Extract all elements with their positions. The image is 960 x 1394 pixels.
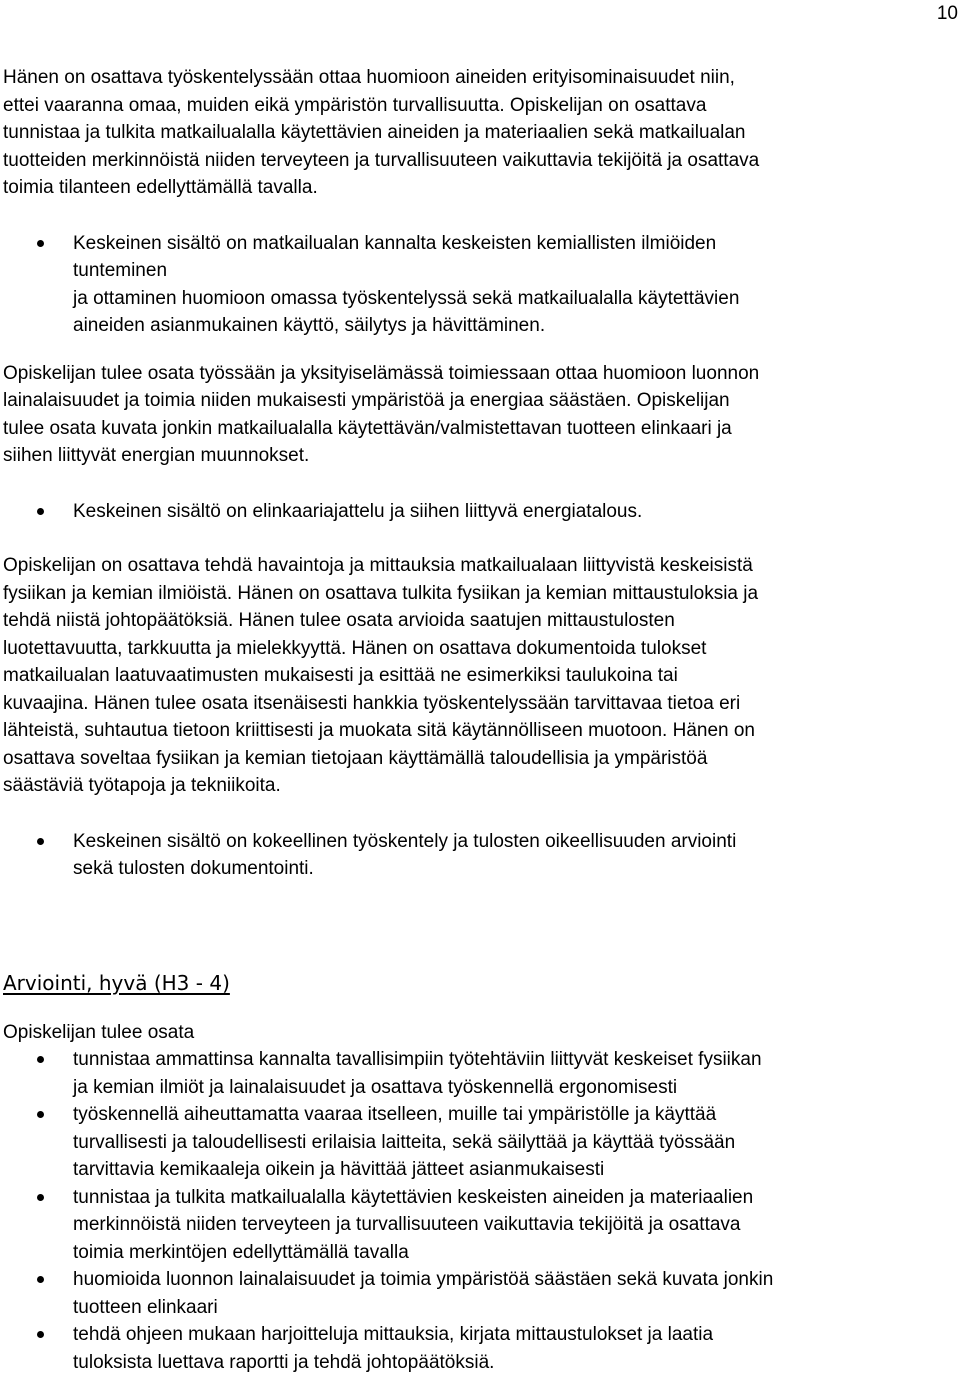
section-intro: Opiskelijan tulee osata (3, 1021, 195, 1043)
key-content-list-2 (3, 498, 958, 526)
list-item: Keskeinen sisältö on kokeellinen työskentely ja tulosten oikeellisuuden arviointi sekä tulosten dokumentointi. (3, 828, 958, 883)
bullet-icon (37, 508, 44, 515)
bullet-icon (37, 1276, 44, 1283)
paragraph-handling-substances: Hänen on osattava työskentelyssään ottaa huomioon aineiden erityisominaisuudet niin, ettei vaaranna omaa, muiden eikä ympäristön turvallisuutta. Opiskelijan on osattava tunnistaa ja tulkita matkailualalla käytettävien aineiden ja materiaalien sekä matkailualan tuotteiden merkinnöistä niiden terveyteen ja turvallisuuteen vaikuttavia tekijöitä ja osattava toimia tilanteen edellyttämällä tavalla. (3, 67, 760, 198)
list-item: Keskeinen sisältö on elinkaariajattelu ja siihen liittyvä energiatalous. (3, 498, 958, 526)
criteria-list (3, 1046, 958, 1376)
bullet-icon (37, 1056, 44, 1063)
bullet-icon (37, 1194, 44, 1201)
list-item: Keskeinen sisältö on matkailualan kannalta keskeisten kemiallisten ilmiöiden tunteminen ja ottaminen huomioon omassa työskentelyssä sekä matkailualalla käytettävien aineiden asianmukainen käyttö, säilytys ja hävittäminen. (3, 230, 958, 340)
paragraph-nature-energy: Opiskelijan tulee osata työssään ja yksityiselämässä toimiessaan ottaa huomioon luonnon lainalaisuudet ja toimia niiden mukaisesti ympäristöä ja energiaa säästäen. Opiskelijan tulee osata kuvata jonkin matkailualalla käytettävän/valmistettavan tuotteen elinkaari ja siihen liittyvät energian muunnokset. (3, 362, 760, 466)
bullet-icon (37, 838, 44, 845)
page-number: 10 (936, 3, 958, 24)
paragraph-measurements: Opiskelijan on osattava tehdä havaintoja ja mittauksia matkailualaan liittyvistä keskeisistä fysiikan ja kemian ilmiöistä. Hänen on osattava tulkita fysiikan ja kemian mittaustuloksia ja tehdä niistä johtopäätöksiä. Hänen tulee osata arvioida saatujen mittaustulosten luotettavuutta, tarkkuutta ja mielekkyyttä. Hänen on osattava dokumentoida tulokset matkailualan laatuvaatimusten mukaisesti ja esittää ne esimerkiksi taulukoina tai kuvaajina. Hänen tulee osata itsenäisesti hankkia työskentelyssään tarvittavaa tietoa eri lähteistä, suhtautua tietoon kriittisesti ja muokata sitä käytännölliseen muotoon. Hänen on osattava soveltaa fysiikan ja kemian tietojaan käyttämällä taloudellisia ja ympäristöä säästäviä työtapoja ja tekniikoita. (3, 555, 759, 796)
criteria-item: huomioida luonnon lainalaisuudet ja toimia ympäristöä säästäen sekä kuvata jonkin tuotteen elinkaari (3, 1266, 958, 1321)
criteria-item: tehdä ohjeen mukaan harjoitteluja mittauksia, kirjata mittaustulokset ja laatia tuloksista luettava raportti ja tehdä johtopäätöksiä. (3, 1321, 958, 1376)
bullet-icon (37, 1111, 44, 1118)
section-heading: Arviointi, hyvä (H3 - 4) (3, 970, 230, 995)
criteria-item: työskennellä aiheuttamatta vaaraa itselleen, muille tai ympäristölle ja käyttää turvallisesti ja taloudellisesti erilaisia laitteita, sekä säilyttää ja käyttää työssään tarvittavia kemikaaleja oikein ja hävittää jätteet asianmukaisesti (3, 1101, 958, 1184)
bullet-icon (37, 1331, 44, 1338)
key-content-list-3 (3, 828, 958, 883)
key-content-list-1 (3, 230, 958, 340)
document-body (3, 64, 958, 1376)
criteria-item: tunnistaa ammattinsa kannalta tavallisimpiin työtehtäviin liittyvät keskeiset fysiikan ja kemian ilmiöt ja lainalaisuudet ja osattava työskennellä ergonomisesti (3, 1046, 958, 1101)
bullet-icon (37, 240, 44, 247)
criteria-item: tunnistaa ja tulkita matkailualalla käytettävien keskeisten aineiden ja materiaalien merkinnöistä niiden terveyteen ja turvallisuuteen vaikuttavia tekijöitä ja osattava toimia merkintöjen edellyttämällä tavalla (3, 1184, 958, 1267)
